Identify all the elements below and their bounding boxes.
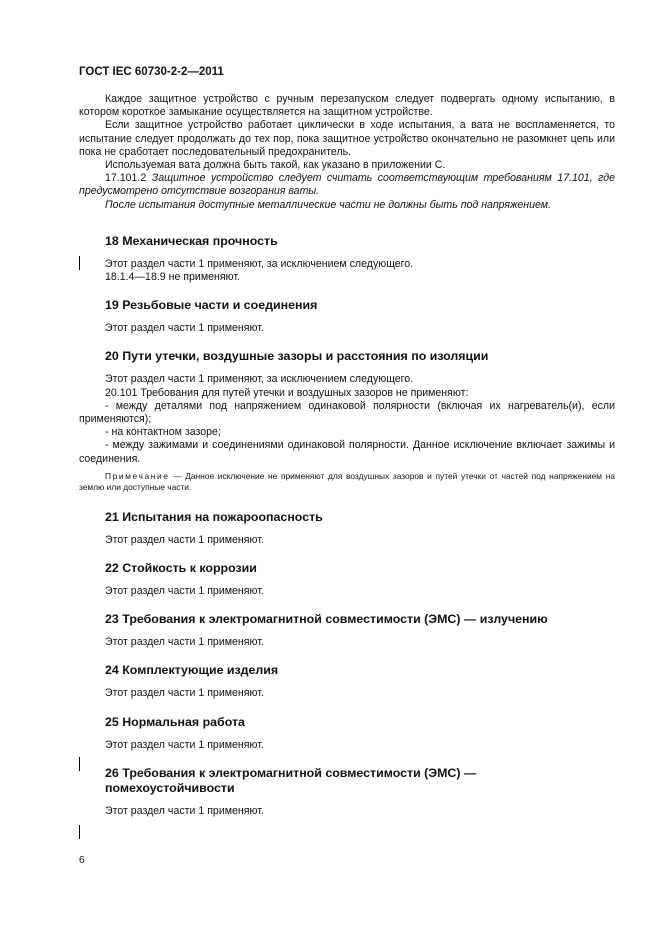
paragraph: Этот раздел части 1 применяют. (105, 322, 264, 335)
paragraph: Этот раздел части 1 применяют, за исключением следующего. (105, 257, 414, 270)
paragraph: Этот раздел части 1 применяют. (105, 636, 264, 649)
paragraph: Этот раздел части 1 применяют. (105, 533, 264, 546)
paragraph: Этот раздел части 1 применяют. (105, 804, 264, 817)
page-number: 6 (79, 855, 85, 866)
paragraph: Этот раздел части 1 применяют. (105, 585, 264, 598)
list-item: - между зажимами и соединениями одинаковой полярности. Данное исключение включает зажимы и соединения. (79, 439, 615, 465)
paragraph: Этот раздел части 1 применяют. (105, 687, 264, 700)
section-heading-21: 21 Испытания на пожароопасность (105, 509, 323, 524)
section-heading-18: 18 Механическая прочность (105, 233, 278, 248)
paragraph: Этот раздел части 1 применяют. (105, 738, 264, 751)
clause-17-101-2 (79, 172, 615, 198)
change-bar (79, 825, 80, 839)
paragraph: 20.101 Требования для путей утечки и воздушных зазоров не применяют: (105, 386, 469, 399)
change-bar (79, 757, 80, 771)
note-label: Примечание (105, 470, 170, 481)
paragraph: Этот раздел части 1 применяют, за исключением следующего. (105, 373, 414, 386)
list-item: - между деталями под напряжением одинаковой полярности (включая их нагреватель(и), если применяются); (79, 399, 615, 426)
section-heading-23: 23 Требования к электромагнитной совместимости (ЭМС) — излучению (105, 612, 548, 627)
paragraph: После испытания доступные металлические части не должны быть под напряжением. (105, 198, 551, 211)
section-heading-20: 20 Пути утечки, воздушные зазоры и расстояния по изоляции (105, 349, 489, 364)
note (79, 471, 615, 493)
document-body (79, 93, 615, 818)
clause-number: 17.101.2 (105, 172, 147, 185)
section-heading-26: 26 Требования к электромагнитной совместимости (ЭМС) — (105, 765, 477, 780)
change-bar (79, 256, 80, 270)
clause-text: Защитное устройство следует считать соответствующим требованиям 17.101, где предусмотрено отсутствие возгорания ваты. (79, 172, 615, 198)
note-text: — Данное исключение не применяют для воздушных зазоров и путей утечки от частей под напряжением на землю или доступные части. (79, 470, 615, 492)
section-heading-26-cont: помехоустойчивости (105, 780, 235, 795)
paragraph: Каждое защитное устройство с ручным перезапуском следует подвергать одному испытанию, в котором короткое замыкание осуществляется на защитном устройстве. (79, 93, 615, 119)
paragraph: Если защитное устройство работает циклически в ходе испытания, а вата не воспламеняется, то испытание следует продолжать до тех пор, пока защитное устройство окончательно не разомкнет цепь или пока не сработает последовательный предохранитель. (79, 119, 615, 158)
document-header: ГОСТ IEC 60730-2-2—2011 (79, 66, 224, 78)
section-heading-25: 25 Нормальная работа (105, 714, 245, 729)
paragraph: 18.1.4—18.9 не применяют. (105, 271, 240, 284)
section-heading-19: 19 Резьбовые части и соединения (105, 298, 318, 313)
section-heading-22: 22 Стойкость к коррозии (105, 561, 257, 576)
paragraph: Используемая вата должна быть такой, как указано в приложении С. (105, 159, 446, 172)
section-heading-24: 24 Комплектующие изделия (105, 663, 279, 678)
list-item: - на контактном зазоре; (105, 426, 221, 439)
